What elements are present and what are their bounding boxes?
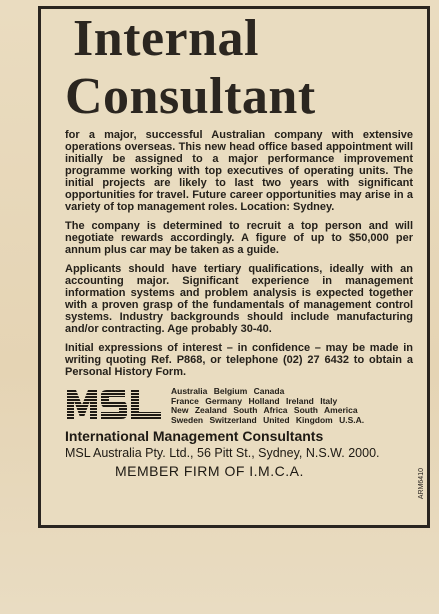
job-advertisement [38,6,430,528]
msl-logo [65,387,163,421]
country-line: New Zealand South Africa South America [171,405,358,415]
paragraph-rewards: The company is determined to recruit a top person and will negotiate rewards accordingly. A figure of up to $50,000 per annum plus car may be taken as a guide. [65,220,413,256]
headline-line-1: Internal [73,10,259,67]
paragraph-requirements: Applicants should have tertiary qualifications, ideally with an accounting major. Significant experience in management information systems and problem analysis is expected together with a proven grasp of the fundamentals of management control systems. Industry backgrounds should include manufacturing and/or contracting. Age probably 30-40. [65,263,413,335]
firm-name: International Management Consultants [65,428,324,444]
country-line: Sweden Switzerland United Kingdom U.S.A. [171,414,365,425]
paragraph-role-description: for a major, successful Australian company with extensive operations overseas. This new head office based appointment will initially be assigned to a major performance improvement programme working with top executives of operating units. The initial projects are likely to last two years with significant opportunities for travel. Future career opportunities may arise in a variety of top management roles. Location: Sydney. [65,129,413,213]
logo-row [65,387,413,425]
firm-address: MSL Australia Pty. Ltd., 56 Pitt St., Sydney, N.S.W. 2000. [65,446,380,460]
paragraph-how-to-apply: Initial expressions of interest – in confidence – may be made in writing quoting Ref. P868, or telephone (02) 27 6432 to obtain a Personal History Form. [65,342,413,378]
country-line: France Germany Holland Ireland Italy [171,395,338,406]
member-firm-line: MEMBER FIRM OF I.M.C.A. [115,463,304,479]
ad-reference-code: ARM6410 [418,467,425,499]
headline-line-2: Consultant [65,68,316,125]
country-list [171,387,364,425]
country-line: Australia Belgium Canada [171,386,285,396]
